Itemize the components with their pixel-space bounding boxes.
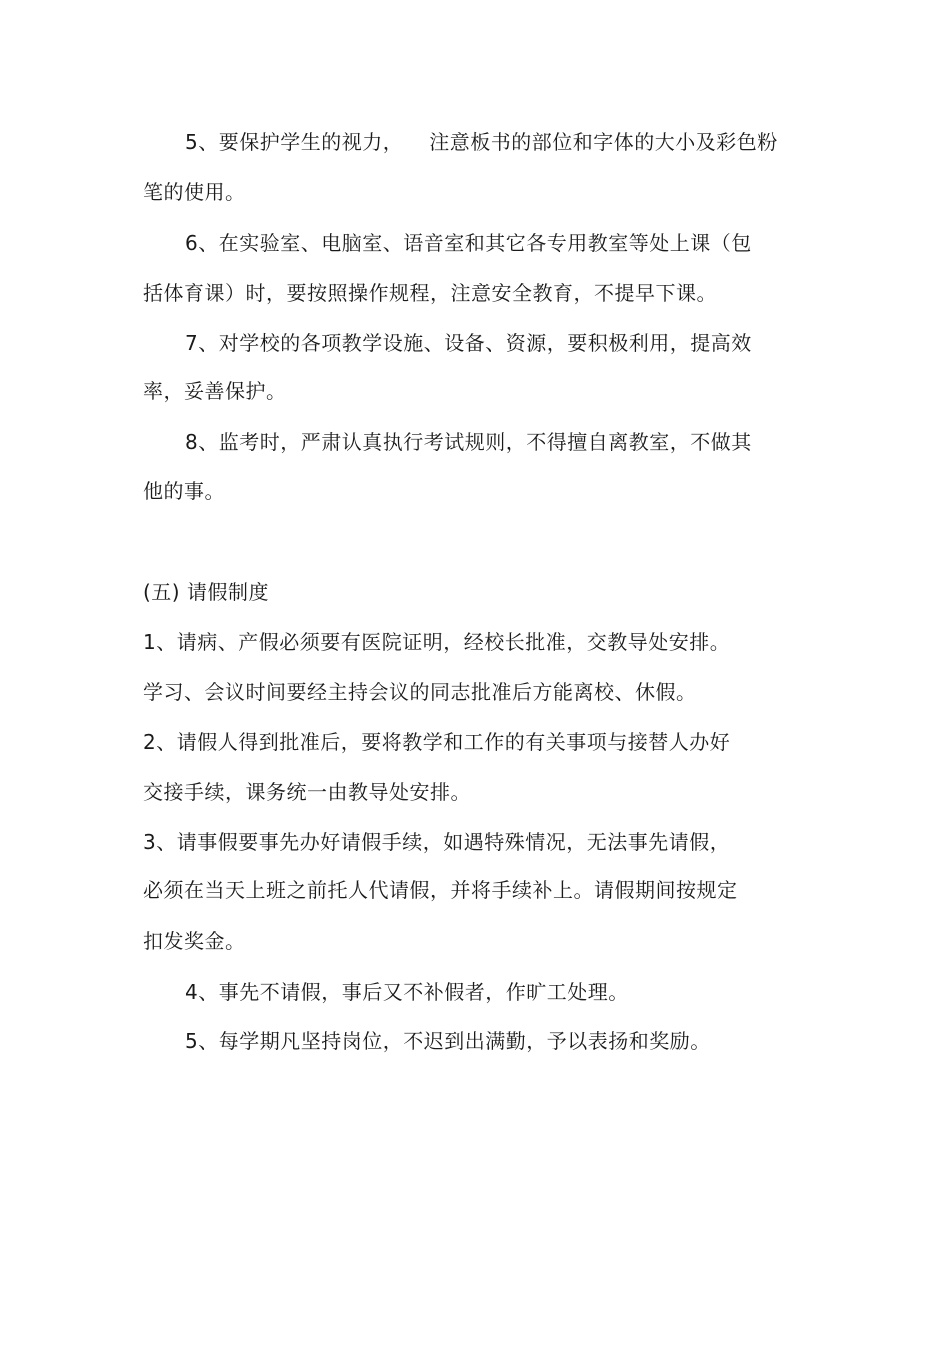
leave-rule-1-continued: 学习、会议时间要经主持会议的同志批准后方能离校、休假。	[143, 680, 697, 704]
leave-rule-2: 2、请假人得到批准后，要将教学和工作的有关事项与接替人办好	[143, 730, 731, 754]
teaching-rule-5	[185, 128, 778, 156]
teaching-rule-5-continued: 笔的使用。	[143, 180, 246, 204]
teaching-rule-6-continued: 括体育课）时，要按照操作规程，注意安全教育，不提早下课。	[143, 281, 717, 305]
teaching-rule-5-part2: 注意板书的部位和字体的大小及彩色粉	[429, 130, 778, 154]
leave-rule-1: 1、请病、产假必须要有医院证明，经校长批准，交教导处安排。	[143, 630, 731, 654]
leave-policy-heading: (五) 请假制度	[143, 580, 269, 604]
leave-rule-4: 4、事先不请假，事后又不补假者，作旷工处理。	[185, 980, 629, 1004]
leave-rule-3: 3、请事假要事先办好请假手续，如遇特殊情况，无法事先请假，	[143, 830, 731, 854]
teaching-rule-8: 8、监考时，严肃认真执行考试规则，不得擅自离教室，不做其	[185, 430, 752, 454]
teaching-rule-7: 7、对学校的各项教学设施、设备、资源，要积极利用，提高效	[185, 331, 752, 355]
teaching-rule-5-part1: 5、要保护学生的视力，	[185, 130, 404, 154]
leave-rule-5: 5、每学期凡坚持岗位，不迟到出满勤，予以表扬和奖励。	[185, 1029, 711, 1053]
teaching-rule-7-continued: 率，妥善保护。	[143, 379, 287, 403]
teaching-rule-8-continued: 他的事。	[143, 479, 225, 503]
teaching-rule-6: 6、在实验室、电脑室、语音室和其它各专用教室等处上课（包	[185, 231, 752, 255]
leave-rule-2-continued: 交接手续，课务统一由教导处安排。	[143, 780, 471, 804]
leave-rule-3-continued-2: 扣发奖金。	[143, 929, 246, 953]
leave-rule-3-continued-1: 必须在当天上班之前托人代请假，并将手续补上。请假期间按规定	[143, 878, 738, 902]
